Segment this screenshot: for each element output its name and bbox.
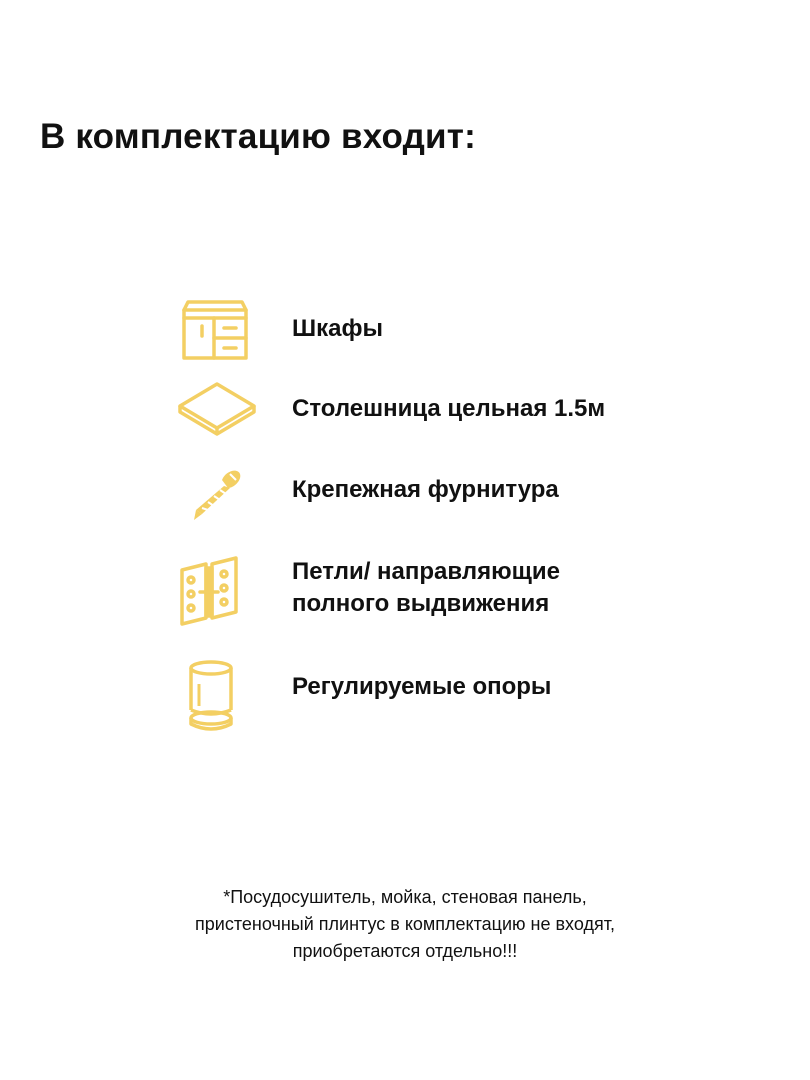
footnote-line: *Посудосушитель, мойка, стеновая панель,: [223, 887, 587, 907]
footnote-line: приобретаются отдельно!!!: [292, 941, 518, 961]
item-label: Столешница цельная 1.5м: [292, 395, 606, 422]
footnote-line: пристеночный плинтус в комплектацию не входят,: [195, 914, 615, 934]
adjustable-leg-icon: [176, 658, 258, 738]
item-label: Крепежная фурнитура: [292, 476, 559, 503]
footnote: [0, 884, 810, 965]
item-label-line2: полного выдвижения: [292, 590, 550, 617]
item-label: Регулируемые опоры: [292, 673, 552, 700]
item-label-line1: Петли/ направляющие: [292, 558, 560, 585]
page-title: В комплектацию входит:: [40, 117, 476, 156]
hinge-icon: [176, 554, 258, 634]
item-label: Шкафы: [292, 315, 383, 342]
countertop-icon: [176, 373, 258, 453]
cabinet-icon: [176, 296, 258, 376]
screw-icon: [176, 458, 258, 538]
